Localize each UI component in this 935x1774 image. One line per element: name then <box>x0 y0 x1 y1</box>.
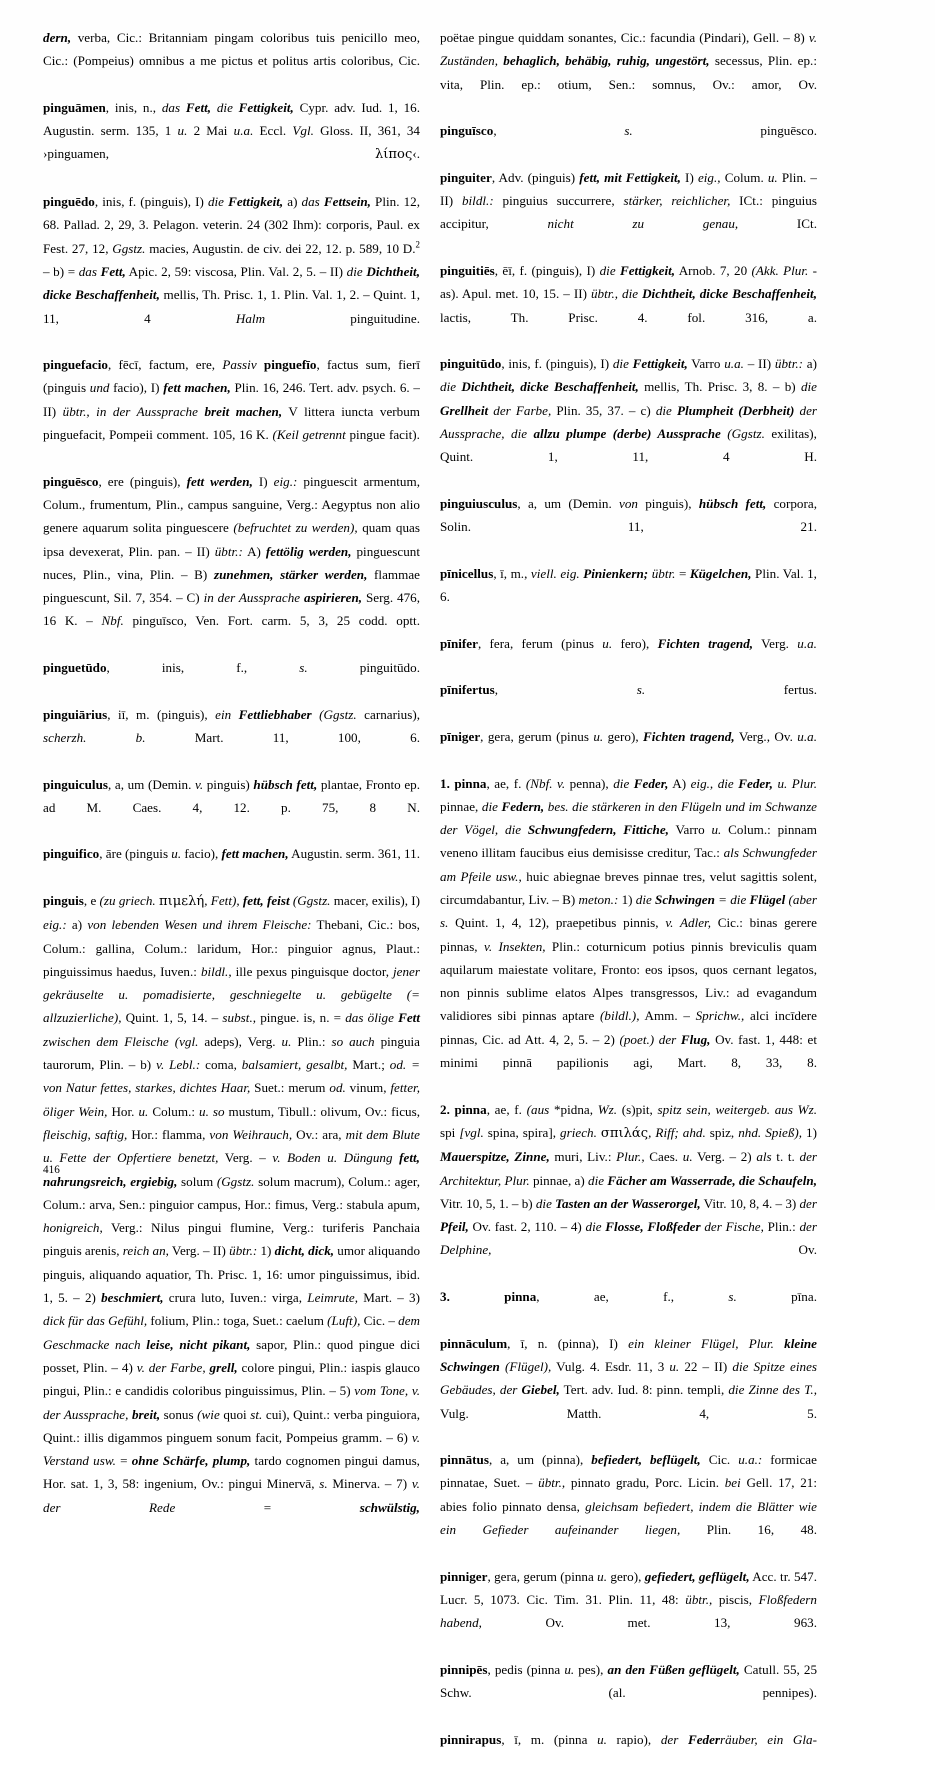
dictionary-entry: pinguēsco, ere (pinguis), fett werden, I) eig.: pinguescit armentum, Colum., frumentum, Plin., campus sanguine, Verg.: Aegyptus non alio genere aquarum solita pinguescere (befruchtet zu werden), quam quas ipsa devexerat, Plin. pan. – II) übtr.: A) fettölig werden, pinguescunt nuces, Plin., vina, Plin. – B) zunehmen, stärker werden, flammae pinguescunt, Sil. 7, 354. – C) in der Aussprache aspirieren, Serg. 476, 16 K. – Nbf. pinguīsco, Ven. Fort. carm. 5, 3, 25 codd. optt. <box>43 473 421 629</box>
dictionary-entry: pīniger, gera, gerum (pinus u. gero), Fichten tragend, Verg., Ov. u.a. <box>440 728 817 744</box>
dictionary-entry: pinguēdo, inis, f. (pinguis), I) die Fettigkeit, a) das Fettsein, Plin. 12, 68. Pallad. 2, 29, 3. Pelagon. veterin. 24 (302 Ihm): corporis, Paul. ex Fest. 27, 12, Ggstz. macies, Augustin. de civ. dei 22, 12. p. 589, 10 D.$^2$ – b) = das Fett, Apic. 2, 59: viscosa, Plin. Val. 2, 5. – II) die Dichtheit, dicke Beschaffenheit, mellis, Th. Prisc. 1, 1. Plin. Val. 1, 2. – Quint. 1, 11, 4 Halm pinguitudine. <box>43 194 421 326</box>
dictionary-entry: 1. pinna, ae, f. (Nbf. v. penna), die Feder, A) eig., die Feder, u. Plur. pinnae, die Federn, bes. die stärkeren in den Flügeln und im Schwanze der Vögel, die Schwungfedern, Fittiche, Varro u. Colum.: pinnam veneno illitam faucibus eius demisisse creditur, Tac.: als Schwungfeder am Pfeile usw., huic abiegnae breves pinnae tres, velut sagittis solent, circumdabantur, Liv. – B) meton.: 1) die Schwingen = die Flügel (aber s. Quint. 1, 4, 12), praepetibus pinnis, v. Adler, Cic.: binas gerere pinnas, v. Insekten, Plin.: coturnicum potius pinnis breviculis quam aquilarum maiestate volitare, Fronto: eos ipsos, quos cernant legatos, non pinnis sublime elatos Alpes transgressos, Liv.: ad evagandum validiores sibi pinnas aptare (bildl.), Amm. – Sprichw., alci incīdere pinnas, Cic. ad Att. 4, 2, 5. – 2) (poet.) der Flug, Ov. fast. 1, 448: et minimi pinnā papilionis agi, Mart. 8, 33, 8. <box>440 775 818 1071</box>
dictionary-entry: pīnifer, fera, ferum (pinus u. fero), Fichten tragend, Verg. u.a. <box>440 635 817 651</box>
dictionary-entry: 3. pinna, ae, f., s. pīna. <box>440 1289 817 1305</box>
dictionary-entry: pinguefacio, fēcī, factum, ere, Passiv pinguefīo, factus sum, fierī (pinguis und facio), I) fett machen, Plin. 16, 246. Tert. adv. psych. 6. – II) übtr., in der Aussprache breit machen, V littera iuncta verbum pinguefacit, Pompeii comment. 105, 16 K. (Keil getrennt pingue facit). <box>43 357 420 443</box>
dictionary-entry: pīnicellus, ī, m., viell. eig. Pinienkern; übtr. = Kügelchen, Plin. Val. 1, 6. <box>440 565 817 605</box>
dictionary-entry: pinguitūdo, inis, f. (pinguis), I) die Fettigkeit, Varro u.a. – II) übtr.: a) die Dichtheit, dicke Beschaffenheit, mellis, Th. Prisc. 3, 8. – b) die Grellheit der Farbe, Plin. 35, 37. – c) die Plumpheit (Derbheit) der Aussprache, die allzu plumpe (derbe) Aussprache (Ggstz. exilitas), Quint. 1, 11, 4 H. <box>440 356 818 465</box>
dictionary-entry: pinguiusculus, a, um (Demin. von pinguis), hübsch fett, corpora, Solin. 11, 21. <box>440 495 818 535</box>
dictionary-entry: pinguiārius, iī, m. (pinguis), ein Fettliebhaber (Ggstz. carnarius), scherzh. b. Mart. 11, 100, 6. <box>43 706 420 745</box>
dictionary-entry: pinnirapus, ī, m. (pinna u. rapio), der Federräuber, ein Gla- <box>440 1731 817 1747</box>
dictionary-entry: pinguiculus, a, um (Demin. v. pinguis) hübsch fett, plantae, Fronto ep. ad M. Caes. 4, 12. p. 75, 8 N. <box>43 776 421 815</box>
dictionary-entry: pinguāmen, inis, n., das Fett, die Fettigkeit, Cypr. adv. Iud. 1, 16. Augustin. serm. 135, 1 u. 2 Mai u.a. Eccl. Vgl. Gloss. II, 361, 34 ›pinguamen, λίπος‹. <box>43 99 421 163</box>
dictionary-entry: pinnāculum, ī, n. (pinna), I) ein kleiner Flügel, Plur. kleine Schwingen (Flügel), Vulg. 4. Esdr. 11, 3 u. 22 – II) die Spitze eines Gebäudes, der Giebel, Tert. adv. Iud. 8: pinn. templi, die Zinne des T., Vulg. Matth. 4, 5. <box>440 1335 818 1421</box>
dictionary-entry: poëtae pingue quiddam sonantes, Cic.: facundia (Pindari), Gell. – 8) v. Zuständen, behaglich, behäbig, ruhig, ungestört, secessus, Plin. ep.: vita, Plin. ep.: otium, Sen.: somnus, Ov.: amor, Ov. <box>440 30 817 92</box>
right-text-column <box>440 26 818 1747</box>
dictionary-entry: 2. pinna, ae, f. (aus *pidna, Wz. (s)pit, spitz sein, weitergeb. aus Wz. spi [vgl. spina, spira], griech. σπιλάς, Riff; ahd. spiz, nhd. Spieß), 1) Mauerspitze, Zinne, muri, Liv.: Plur., Caes. u. Verg. – 2) als t. t. der Architektur, Plur. pinnae, a) die Fächer am Wasserrade, die Schaufeln, Vitr. 10, 5, 1. – b) die Tasten an der Wasserorgel, Vitr. 10, 8, 4. – 3) der Pfeil, Ov. fast. 2, 110. – 4) die Flosse, Floßfeder der Fische, Plin.: der Delphine, Ov. <box>440 1101 818 1258</box>
dictionary-entry: pinguetūdo, inis, f., s. pinguitūdo. <box>43 660 420 676</box>
dictionary-entry: pinniger, gera, gerum (pinna u. gero), gefiedert, geflügelt, Acc. tr. 547. Lucr. 5, 1073. Cic. Tim. 31. Plin. 11, 48: übtr., piscis, Floßfedern habend, Ov. met. 13, 963. <box>440 1568 817 1631</box>
dictionary-entry: pīnifertus, s. fertus. <box>440 682 817 698</box>
dictionary-entry: pinnātus, a, um (pinna), befiedert, beflügelt, Cic. u.a.: formicae pinnatae, Suet. – übtr., pinnato gradu, Porc. Licin. bei Gell. 17, 21: abies folio pinnato densa, gleichsam befiedert, indem die Blätter wie ein Gefieder aufeinander liegen, Plin. 16, 48. <box>440 1452 817 1537</box>
page-number: 416 <box>43 1164 60 1176</box>
dictionary-entry: pinguis, e (zu griech. πιμελή, Fett), fett, feist (Ggstz. macer, exilis), I) eig.: a) von lebenden Wesen und ihrem Fleische: Thebani, Cic.: bos, Colum.: gallina, Colum.: laridum, Hor.: pinguior agnus, Plaut.: pinguissimus haedus, Iuven.: bildl., ille pexus pinguisque doctor, jener gekräuselte u. pomadisierte, geschniegelte u. gebügelte (= allzuzierliche), Quint. 1, 5, 14. – subst., pingue. is, n. = das ölige Fett zwischen dem Fleische (vgl. adeps), Verg. u. Plin.: so auch pinguia taurorum, Plin. – b) v. Lebl.: coma, balsamiert, gesalbt, Mart.; od. = von Natur fettes, starkes, dichtes Haar, Suet.: merum od. vinum, fetter, öliger Wein, Hor. u. Colum.: u. so mustum, Tibull.: olivum, Ov.: ficus, fleischig, saftig, Hor.: flamma, von Weihrauch, Ov.: ara, mit dem Blute u. Fette der Opfertiere benetzt, Verg. – v. Boden u. Düngung fett, nahrungsreich, ergiebig, solum (Ggstz. solum macrum), Colum.: ager, Colum.: arva, Sen.: pinguior campus, Hor.: fimus, Verg.: stabula apum, honigreich, Verg.: Nilus pingui flumine, Verg.: turiferis Panchaia pinguis arenis, reich an, Verg. – II) übtr.: 1) dicht, dick, umor aliquando pinguis, aliquando aquatior, Th. Prisc. 1, 16: umor pinguissimus, ibid. 1, 5. – 2) beschmiert, crura luto, Iuven.: virga, Leimrute, Mart. – 3) dick für das Gefühl, folium, Plin.: toga, Suet.: caelum (Luft), Cic. – dem Geschmacke nach leise, nicht pikant, sapor, Plin.: quod pingue dici posset, Plin. – 4) v. der Farbe, grell, colore pingui, Plin.: iaspis glauco pingui, Plin.: e candidis coloribus pinguissimus, Plin. – 5) vom Tone, v. der Aussprache, breit, sonus (wie quoi st. cui), Quint.: verba pinguiora, Quint.: illis digammos pinguem sonum facit, Pompeius gramm. – 6) v. Verstand usw. = ohne Schärfe, plump, tardo cognomen pingui damus, Hor. sat. 1, 3, 58: ingenium, Ov.: pingui Minervā, s. Minerva. – 7) v. der Rede = schwülstig, <box>43 892 421 1515</box>
dictionary-entry: pinguiter, Adv. (pinguis) fett, mit Fettigkeit, I) eig., Colum. u. Plin. – II) bildl.: pinguius succurrere, stärker, reichlicher, ICt.: pinguius accipitur, nicht zu genau, ICt. <box>440 169 818 232</box>
dictionary-entry: pinguifico, āre (pinguis u. facio), fett machen, Augustin. serm. 361, 11. <box>43 846 420 862</box>
dictionary-entry: pinguīsco, s. pinguēsco. <box>440 123 817 139</box>
dictionary-entry: pinguitiēs, ēī, f. (pinguis), I) die Fettigkeit, Arnob. 7, 20 (Akk. Plur. -as). Apul. met. 10, 15. – II) übtr., die Dichtheit, dicke Beschaffenheit, lactis, Th. Prisc. 4. fol. 316, a. <box>440 262 818 325</box>
dictionary-entry: pinnipēs, pedis (pinna u. pes), an den Füßen geflügelt, Catull. 55, 25 Schw. (al. pennipes). <box>440 1661 818 1701</box>
dictionary-entry: dern, verba, Cic.: Britanniam pingam coloribus tuis penicillo meo, Cic.: (Pompeius) omnibus a me pictus et politus artis coloribus, Cic. <box>43 30 420 69</box>
